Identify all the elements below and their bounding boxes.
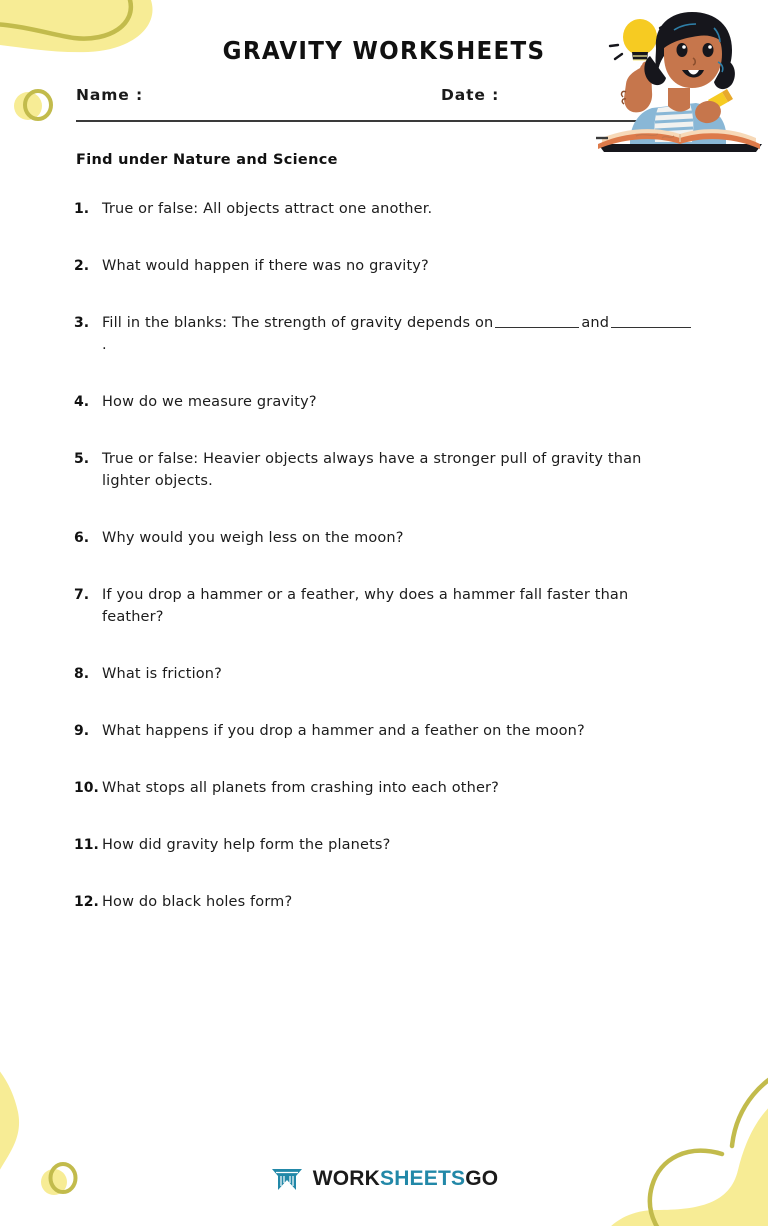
question-number: 11. [74, 837, 99, 853]
list-item [74, 391, 694, 413]
question-text: Why would you weigh less on the moon? [102, 530, 404, 546]
list-item [74, 663, 694, 685]
question-text: How did gravity help form the planets? [102, 837, 391, 853]
date-field-label: Date : [441, 86, 500, 104]
logo-text-sheets: SHEETS [379, 1167, 466, 1190]
fill-in-blank[interactable] [611, 314, 691, 328]
list-item [74, 448, 694, 492]
question-list [74, 198, 694, 948]
question-text-start: Fill in the blanks: The strength of gravity depends on [102, 315, 494, 331]
list-item [74, 720, 694, 742]
question-text: True or false: Heavier objects always have a stronger pull of gravity than lighter objects. [102, 451, 642, 489]
question-number: 9. [74, 723, 90, 739]
logo-text-work: WORK [312, 1167, 380, 1190]
question-number: 7. [74, 587, 90, 603]
section-heading: Find under Nature and Science [76, 152, 338, 168]
question-number: 3. [74, 315, 90, 331]
list-item [74, 312, 694, 356]
logo-wordmark [313, 1167, 499, 1191]
question-text: What would happen if there was no gravity? [102, 258, 429, 274]
list-item [74, 198, 694, 220]
logo-text-go: GO [465, 1167, 499, 1190]
question-text [102, 312, 694, 356]
question-number: 1. [74, 201, 90, 217]
student-with-idea-illustration-icon [596, 4, 768, 152]
list-item [74, 834, 694, 856]
question-number: 4. [74, 394, 90, 410]
question-number: 10. [74, 780, 99, 796]
question-text: If you drop a hammer or a feather, why does a hammer fall faster than feather? [102, 587, 629, 625]
list-item [74, 584, 694, 628]
question-text: How do we measure gravity? [102, 394, 317, 410]
fill-in-blank[interactable] [495, 314, 579, 328]
list-item [74, 777, 694, 799]
question-number: 12. [74, 894, 99, 910]
list-item [74, 527, 694, 549]
bottom-left-blob-icon [0, 1028, 124, 1226]
question-number: 8. [74, 666, 90, 682]
question-text: What happens if you drop a hammer and a feather on the moon? [102, 723, 585, 739]
bottom-right-blob-icon [604, 1040, 768, 1226]
question-text: What stops all planets from crashing into each other? [102, 780, 499, 796]
name-field-label: Name : [76, 86, 144, 104]
question-text: How do black holes form? [102, 894, 293, 910]
question-number: 6. [74, 530, 90, 546]
footer-branding [0, 1166, 768, 1192]
list-item [74, 891, 694, 913]
page-title: GRAVITY WORKSHEETS [222, 36, 546, 65]
question-number: 5. [74, 451, 90, 467]
question-text: What is friction? [102, 666, 222, 682]
question-number: 2. [74, 258, 90, 274]
worksheetsgo-logo-icon [270, 1166, 304, 1192]
list-item [74, 255, 694, 277]
question-text-middle: and [581, 315, 610, 331]
question-text: True or false: All objects attract one another. [102, 201, 433, 217]
question-text-end: . [102, 337, 107, 353]
